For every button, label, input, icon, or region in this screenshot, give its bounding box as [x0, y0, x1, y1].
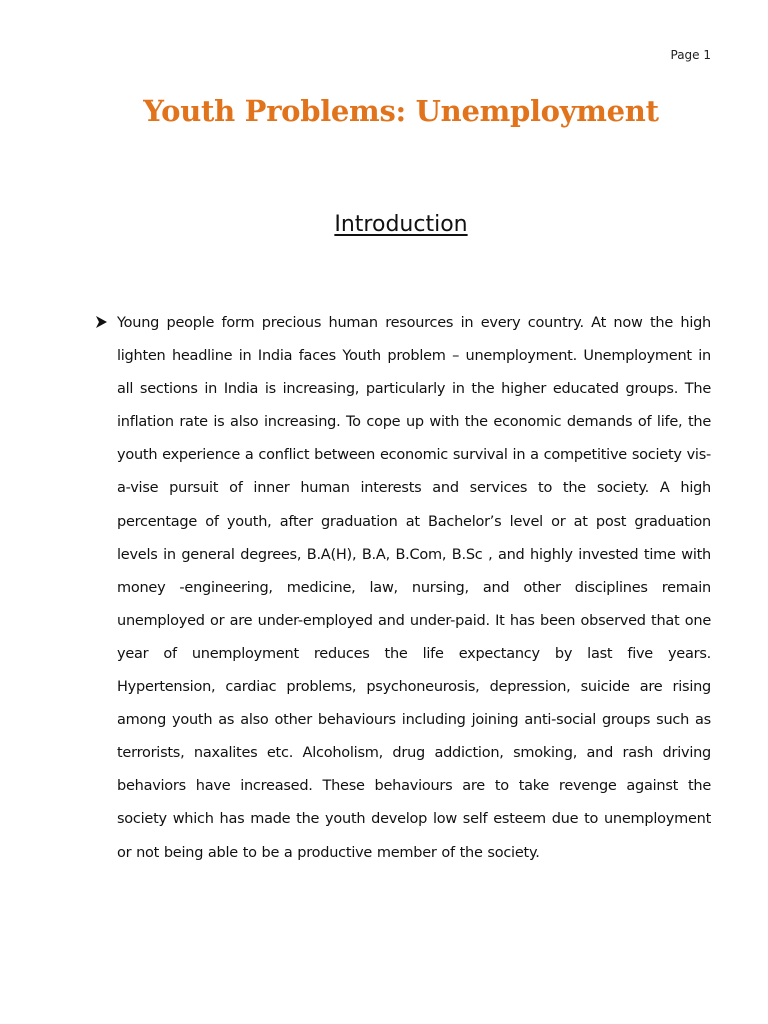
- arrowhead-bullet-icon: [95, 309, 109, 335]
- paragraph-text: Young people form precious human resources in every country. At now the high lighten headline in India faces Youth problem – unemployment. Unemployment in all sections in India is increasing, particularly in the higher educated groups. The inflation rate is also increasing. To cope up with the economic demands of life, the youth experience a conflict between economic survival in a competitive society vis-a-vise pursuit of inner human interests and services to the society. A high percentage of youth, after graduation at Bachelor’s level or at post graduation levels in general degrees, B.A(H), B.A, B.Com, B.Sc , and highly invested time with money -engineering, medicine, law, nursing, and other disciplines remain unemployed or are under-employed and under-paid. It has been observed that one year of unemployment reduces the life expectancy by last five years. Hypertension, cardiac problems, psychoneurosis, depression, suicide are rising among youth as also other behaviours including joining anti-social groups such as terrorists, naxalites etc. Alcoholism, drug addiction, smoking, and rash driving behaviors have increased. These behaviours are to take revenge against the society which has made the youth develop low self esteem due to unemployment or not being able to be a productive member of the society.: [117, 315, 711, 861]
- document-title: Youth Problems: Unemployment: [143, 94, 659, 128]
- section-heading: [0, 212, 768, 237]
- page-number: Page 1: [670, 48, 711, 62]
- section-heading-text: Introduction: [334, 212, 468, 237]
- bullet-paragraph: [117, 307, 711, 870]
